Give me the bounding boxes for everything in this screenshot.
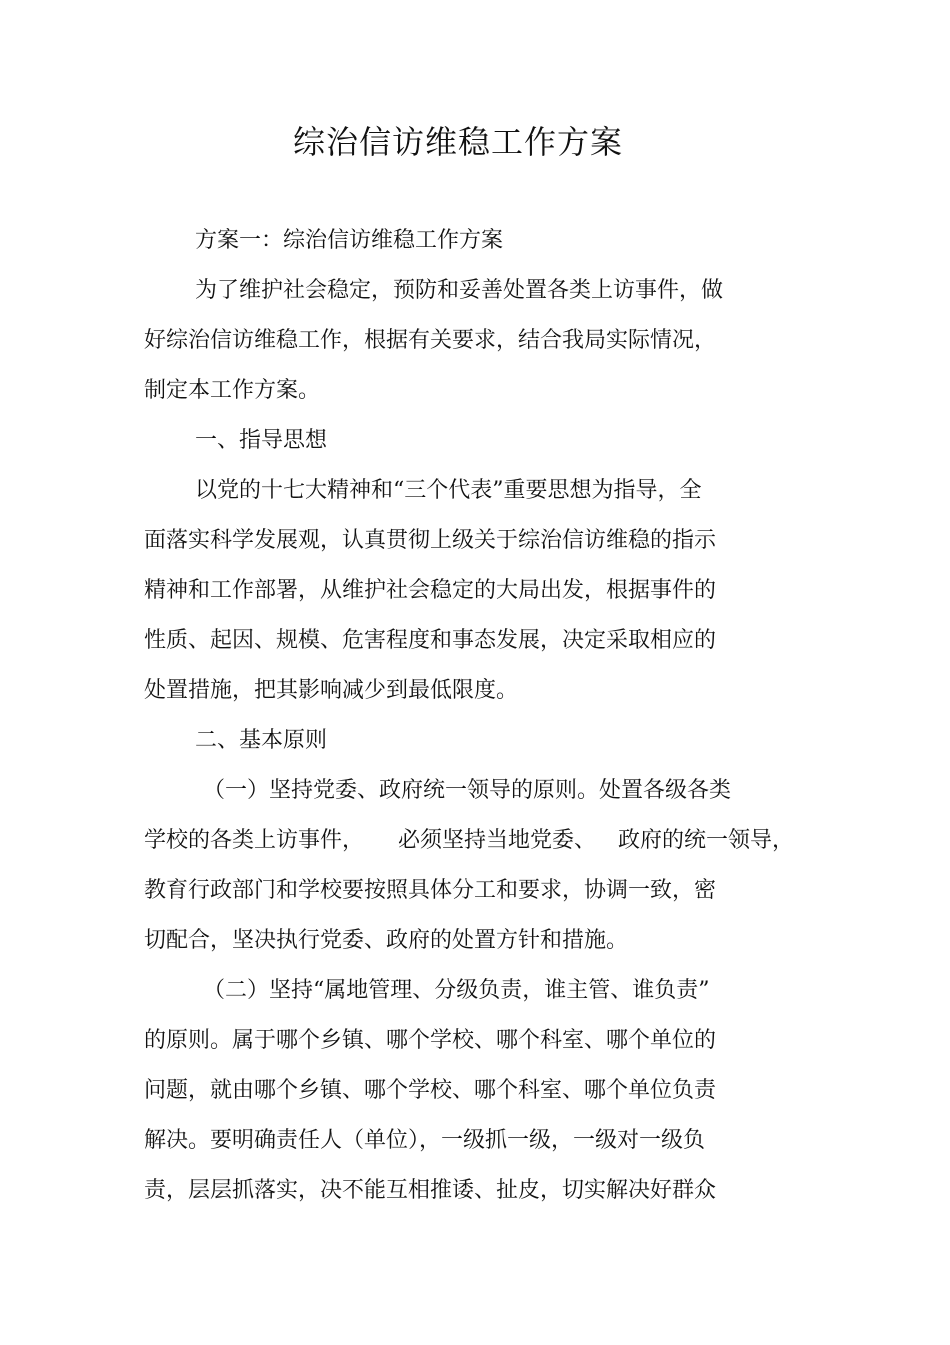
paragraph-line: 好综治信访维稳工作，根据有关要求，结合我局实际情况， xyxy=(144,328,717,353)
paragraph-segment: 必须坚持当地党委、 xyxy=(398,828,597,853)
document-title: 综治信访维稳工作方案 xyxy=(292,123,623,161)
paragraph-line: 责，层层抓落实，决不能互相推诿、扯皮，切实解决好群众 xyxy=(144,1178,717,1203)
paragraph-line: 解决。要明确责任人（单位），一级抓一级，一级对一级负 xyxy=(144,1128,706,1153)
paragraph-line: 性质、起因、规模、危害程度和事态发展，决定采取相应的 xyxy=(144,628,717,653)
paragraph-line: 问题，就由哪个乡镇、哪个学校、哪个科室、哪个单位负责 xyxy=(144,1078,717,1103)
paragraph-line: （二）坚持“属地管理、分级负责，谁主管、谁负责” xyxy=(203,978,710,1003)
paragraph-line: 的原则。属于哪个乡镇、哪个学校、哪个科室、哪个单位的 xyxy=(144,1028,717,1053)
section-heading: 一、指导思想 xyxy=(195,428,328,453)
paragraph-line: 处置措施，把其影响减少到最低限度。 xyxy=(144,678,519,703)
paragraph-line: 切配合，坚决执行党委、政府的处置方针和措施。 xyxy=(144,928,629,953)
paragraph-line: 制定本工作方案。 xyxy=(144,378,321,403)
paragraph-line: （一）坚持党委、政府统一领导的原则。处置各级各类 xyxy=(203,778,732,803)
paragraph-line: 以党的十七大精神和“三个代表”重要思想为指导，全 xyxy=(195,478,702,503)
paragraph-line: 为了维护社会稳定，预防和妥善处置各类上访事件，做 xyxy=(195,278,724,303)
paragraph-line: 面落实科学发展观，认真贯彻上级关于综治信访维稳的指示 xyxy=(144,528,717,553)
paragraph-line: 教育行政部门和学校要按照具体分工和要求，协调一致，密 xyxy=(144,878,717,903)
paragraph-segment: 学校的各类上访事件， xyxy=(144,828,365,853)
scheme-heading: 方案一：综治信访维稳工作方案 xyxy=(195,228,504,253)
paragraph-line: 精神和工作部署，从维护社会稳定的大局出发，根据事件的 xyxy=(144,578,717,603)
section-heading: 二、基本原则 xyxy=(195,728,328,753)
paragraph-segment: 政府的统一领导， xyxy=(618,828,795,853)
paragraph-line xyxy=(144,826,794,856)
